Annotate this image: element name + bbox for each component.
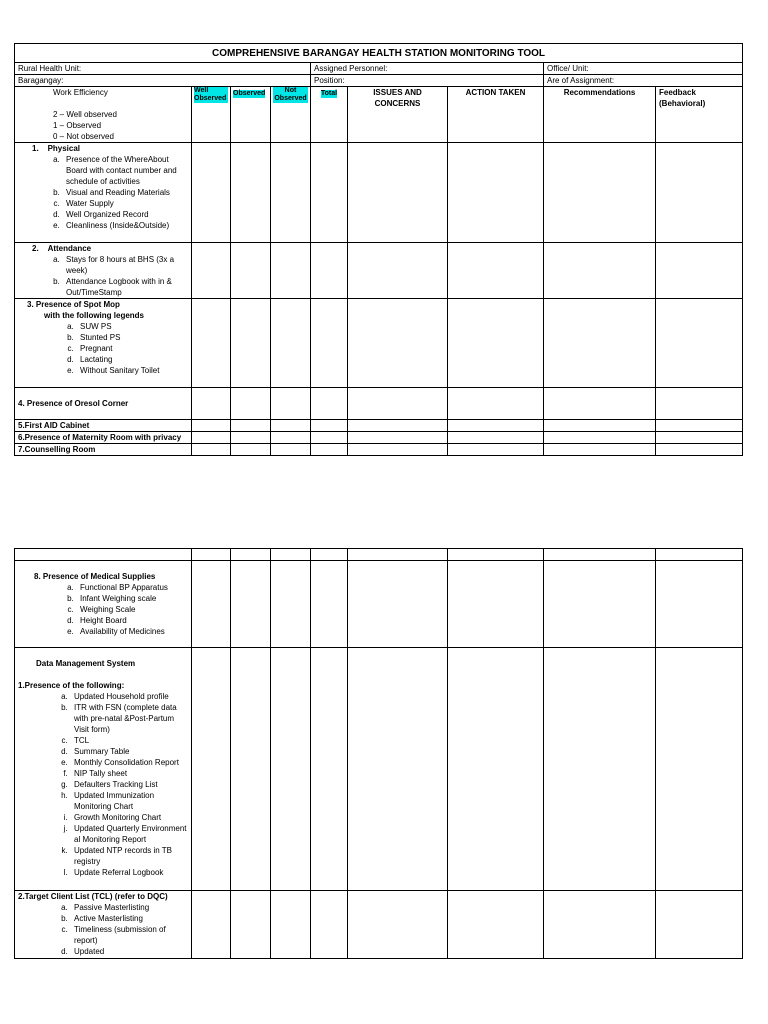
area-of-assignment-field[interactable]: Are of Assignment: [544,75,743,87]
feedback-cell[interactable] [656,891,743,959]
score-cell[interactable] [311,420,348,432]
list-item: e. Monthly Consolidation Report [70,757,188,768]
list-item: b. Active Masterlisting [70,913,188,924]
barangay-field[interactable]: Baragangay: [15,75,311,87]
score-cell[interactable] [231,243,271,299]
list-item: b. Stunted PS [76,332,188,343]
feedback-cell[interactable] [656,388,743,420]
score-cell[interactable] [192,444,231,456]
score-cell[interactable] [311,561,348,648]
score-cell[interactable] [271,891,311,959]
form-title: COMPREHENSIVE BARANGAY HEALTH STATION MONITORING TOOL [15,44,743,63]
counselling-room-label: 7.Counselling Room [15,444,192,456]
feedback-cell[interactable] [656,243,743,299]
spot-map-title: 3. Presence of Spot Mop [27,300,120,309]
list-item: f. NIP Tally sheet [70,768,188,779]
score-cell[interactable] [231,299,271,388]
issues-cell[interactable] [348,891,448,959]
list-item: d. Lactating [76,354,188,365]
feedback-cell[interactable] [656,648,743,891]
recommendations-cell[interactable] [544,420,656,432]
issues-cell[interactable] [348,243,448,299]
list-item: b. Infant Weighing scale [76,593,188,604]
score-cell[interactable] [192,299,231,388]
feedback-cell[interactable] [656,143,743,243]
list-item: b. Attendance Logbook with in & Out/TimeStamp [62,276,188,298]
score-cell[interactable] [271,561,311,648]
score-cell[interactable] [271,444,311,456]
list-item: d. Well Organized Record [62,209,188,220]
assigned-personnel-field[interactable]: Assigned Personnel: [311,63,544,75]
score-cell[interactable] [192,388,231,420]
physical-title: 1. Physical [32,144,81,153]
issues-cell[interactable] [348,561,448,648]
recommendations-cell[interactable] [544,444,656,456]
action-cell[interactable] [448,243,544,299]
list-item: j. Updated Quarterly Environment al Monitoring Report [70,823,188,845]
list-item: a. Updated Household profile [70,691,188,702]
spot-map-subtitle: with the following legends [44,311,144,320]
score-cell[interactable] [311,444,348,456]
issues-cell[interactable] [348,432,448,444]
oresol-corner-label: 4. Presence of Oresol Corner [15,388,192,420]
score-cell[interactable] [192,243,231,299]
score-cell[interactable] [311,891,348,959]
issues-cell[interactable] [348,143,448,243]
action-cell[interactable] [448,388,544,420]
score-cell[interactable] [192,891,231,959]
action-cell[interactable] [448,299,544,388]
monitoring-table-page2 [14,548,743,959]
score-cell[interactable] [231,648,271,891]
list-item: e. Cleanliness (Inside&Outside) [62,220,188,231]
scale-1: 1 – Observed [53,121,102,130]
tcl-title: 2.Target Client List (TCL) (refer to DQC) [18,892,168,901]
dms-title: Data Management System [36,659,136,668]
recommendations-header: Recommendations [544,87,656,143]
observed-header: Observed [233,90,266,97]
issues-cell[interactable] [348,420,448,432]
issues-cell[interactable] [348,648,448,891]
score-cell[interactable] [231,432,271,444]
data-management-section [15,648,192,891]
score-cell[interactable] [231,420,271,432]
list-item: a. Functional BP Apparatus [76,582,188,593]
list-item: e. Without Sanitary Toilet [76,365,188,376]
scale-0: 0 – Not observed [53,132,114,141]
physical-section [15,143,192,243]
score-cell[interactable] [311,143,348,243]
list-item: d. Summary Table [70,746,188,757]
score-cell[interactable] [271,420,311,432]
score-cell[interactable] [271,432,311,444]
first-aid-label: 5.First AID Cabinet [15,420,192,432]
list-item: c. Timeliness (submission of report) [70,924,188,946]
score-cell[interactable] [271,388,311,420]
attendance-section [15,243,192,299]
list-item: a. Passive Masterlisting [70,902,188,913]
list-item: b. ITR with FSN (complete data with pre-natal &Post-Partum Visit form) [70,702,188,735]
list-item: h. Updated Immunization Monitoring Chart [70,790,188,812]
monitoring-table-page1 [14,43,743,456]
not-observed-header: Not Observed [274,87,307,102]
maternity-room-label: 6.Presence of Maternity Room with privacy [15,432,192,444]
action-cell[interactable] [448,143,544,243]
list-item: g. Defaulters Tracking List [70,779,188,790]
score-cell[interactable] [231,444,271,456]
recommendations-cell[interactable] [544,648,656,891]
feedback-header: Feedback (Behavioral) [656,87,743,143]
score-cell[interactable] [271,648,311,891]
action-cell[interactable] [448,648,544,891]
feedback-cell[interactable] [656,420,743,432]
score-cell[interactable] [192,420,231,432]
office-unit-field[interactable]: Office/ Unit: [544,63,743,75]
work-efficiency-label: Work Efficiency [53,88,108,97]
list-item: c. Water Supply [62,198,188,209]
score-cell[interactable] [192,648,231,891]
recommendations-cell[interactable] [544,432,656,444]
recommendations-cell[interactable] [544,891,656,959]
list-item: d. Updated [70,946,188,957]
list-item: c. Pregnant [76,343,188,354]
action-cell[interactable] [448,891,544,959]
list-item: b. Visual and Reading Materials [62,187,188,198]
list-item: a. Stays for 8 hours at BHS (3x a week) [62,254,188,276]
score-cell[interactable] [231,891,271,959]
feedback-cell[interactable] [656,444,743,456]
list-item: i. Growth Monitoring Chart [70,812,188,823]
list-item: a. SUW PS [76,321,188,332]
feedback-cell[interactable] [656,299,743,388]
scale-2: 2 – Well observed [53,110,117,119]
medical-supplies-title: 8. Presence of Medical Supplies [34,572,156,581]
recommendations-cell[interactable] [544,143,656,243]
total-header: Total [320,90,338,97]
list-item: c. Weighing Scale [76,604,188,615]
issues-cell[interactable] [348,299,448,388]
score-cell[interactable] [192,432,231,444]
score-cell[interactable] [231,388,271,420]
score-cell[interactable] [311,388,348,420]
action-cell[interactable] [448,561,544,648]
recommendations-cell[interactable] [544,299,656,388]
list-item: l. Update Referral Logbook [70,867,188,878]
recommendations-cell[interactable] [544,243,656,299]
score-cell[interactable] [311,648,348,891]
recommendations-cell[interactable] [544,561,656,648]
list-item: k. Updated NTP records in TB registry [70,845,188,867]
work-efficiency-header [15,87,192,143]
list-item: d. Height Board [76,615,188,626]
score-cell[interactable] [311,243,348,299]
score-cell[interactable] [192,561,231,648]
dms-subtitle: 1.Presence of the following: [18,681,125,690]
issues-cell[interactable] [348,388,448,420]
medical-supplies-section [15,561,192,648]
attendance-title: 2. Attendance [32,244,92,253]
score-cell[interactable] [192,143,231,243]
feedback-cell[interactable] [656,432,743,444]
action-cell[interactable] [448,432,544,444]
issues-header: ISSUES AND CONCERNS [348,87,448,143]
well-observed-header: Well Observed [194,87,227,102]
score-cell[interactable] [271,243,311,299]
rural-health-unit-field[interactable]: Rural Health Unit: [15,63,311,75]
score-cell[interactable] [231,143,271,243]
list-item: c. TCL [70,735,188,746]
spot-map-section [15,299,192,388]
list-item: e. Availability of Medicines [76,626,188,637]
position-field[interactable]: Position: [311,75,544,87]
score-cell[interactable] [271,299,311,388]
score-cell[interactable] [271,143,311,243]
action-taken-header: ACTION TAKEN [448,87,544,143]
issues-cell[interactable] [348,444,448,456]
recommendations-cell[interactable] [544,388,656,420]
score-cell[interactable] [311,432,348,444]
score-cell[interactable] [231,561,271,648]
action-cell[interactable] [448,444,544,456]
action-cell[interactable] [448,420,544,432]
list-item: a. Presence of the WhereAbout Board with contact number and schedule of activities [62,154,188,187]
score-cell[interactable] [311,299,348,388]
feedback-cell[interactable] [656,561,743,648]
tcl-section [15,891,192,959]
